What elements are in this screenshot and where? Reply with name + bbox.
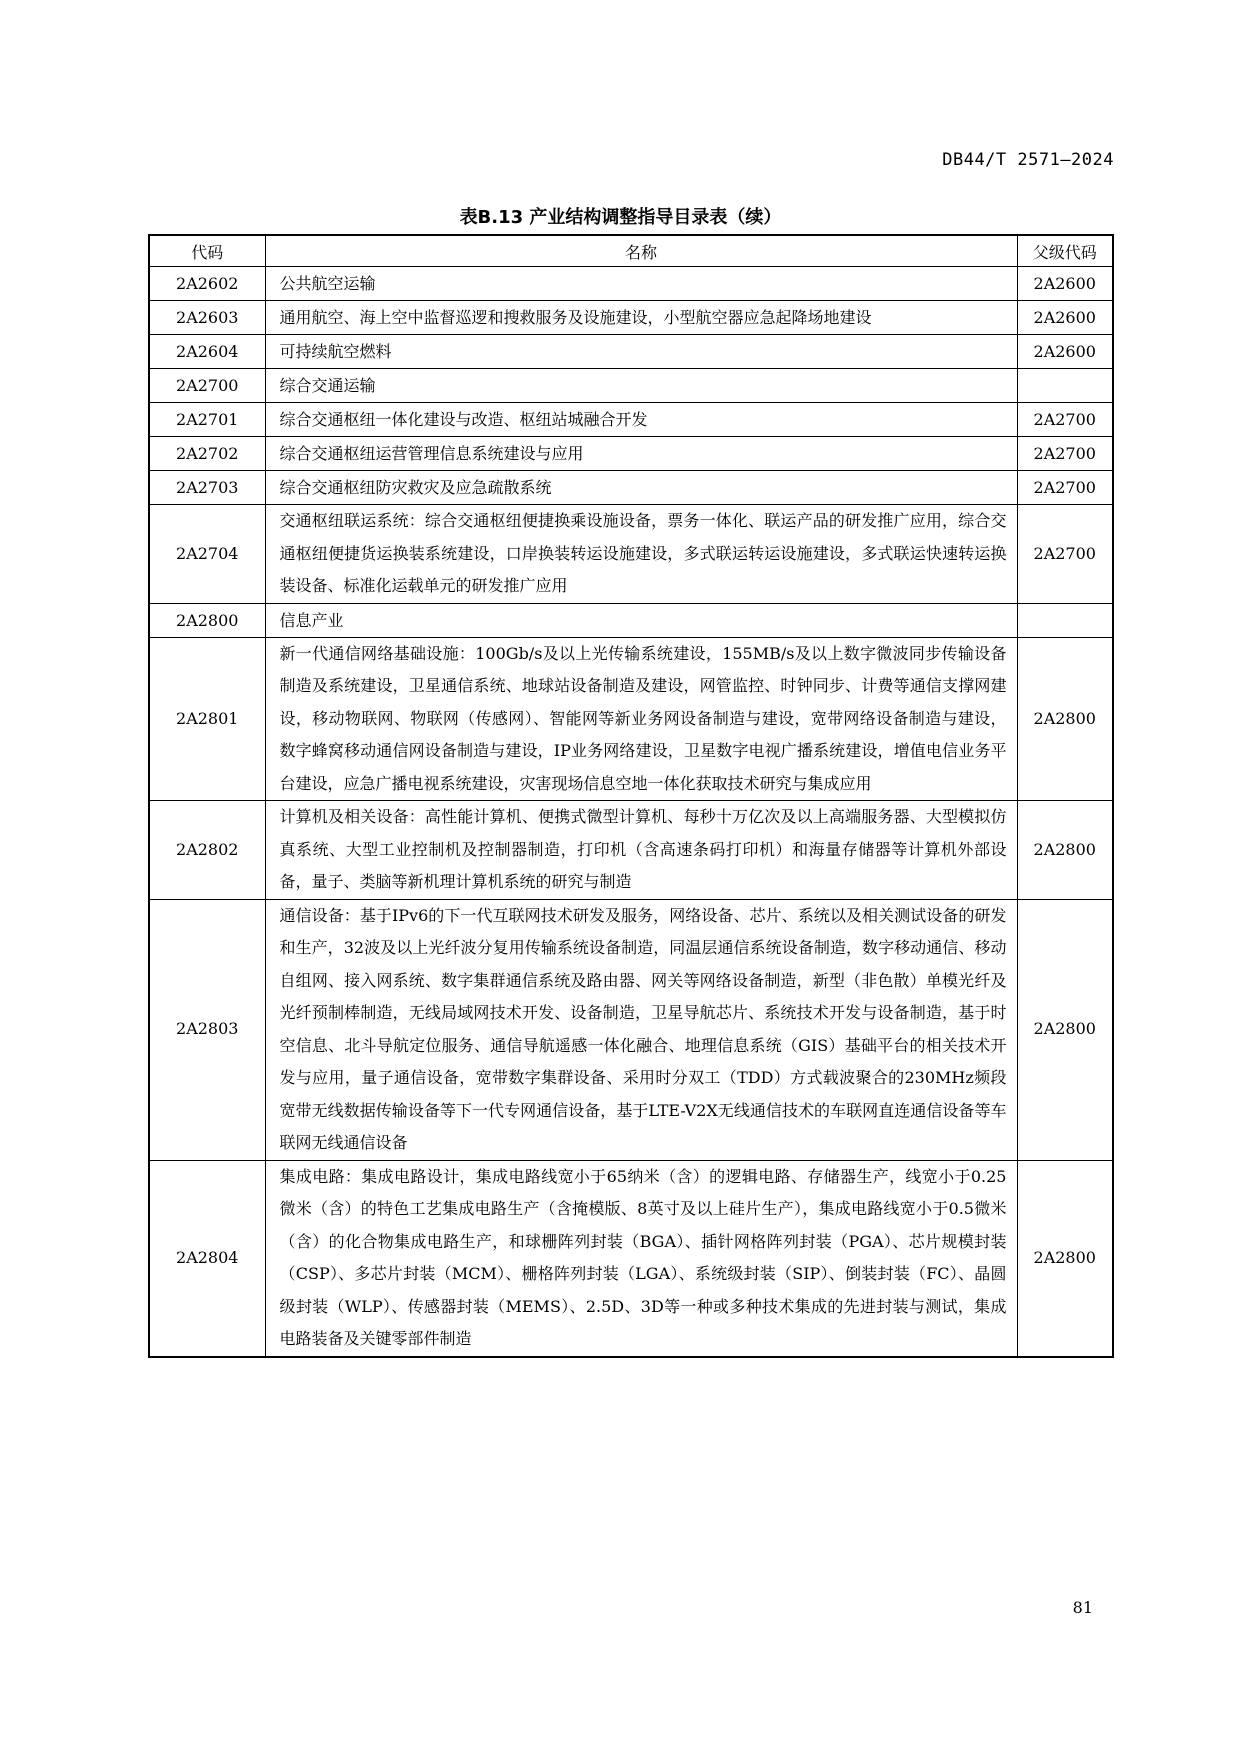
table-title: 表B.13 产业结构调整指导目录表（续）	[459, 207, 782, 228]
table-row	[149, 437, 1113, 471]
row-code: 2A2700	[149, 369, 265, 403]
table-row	[149, 505, 1113, 604]
row-code: 2A2804	[149, 1160, 265, 1357]
row-name: 公共航空运输	[265, 267, 1017, 301]
row-name: 通信设备：基于IPv6的下一代互联网技术研发及服务，网络设备、芯片、系统以及相关测试设备的研发和生产，32波及以上光纤波分复用传输系统设备制造，同温层通信系统设备制造，数字移动通信、移动自组网、接入网系统、数字集群通信系统及路由器、网关等网络设备制造，新型（非色散）单模光纤及光纤预制棒制造，无线局域网技术开发、设备制造，卫星导航芯片、系统技术开发与设备制造，基于时空信息、北斗导航定位服务、通信导航遥感一体化融合、地理信息系统（GIS）基础平台的相关技术开发与应用，量子通信设备，宽带数字集群设备、采用时分双工（TDD）方式载波聚合的230MHz频段宽带无线数据传输设备等下一代专网通信设备，基于LTE-V2X无线通信技术的车联网直连通信设备等车联网无线通信设备	[265, 899, 1017, 1160]
row-name: 集成电路：集成电路设计，集成电路线宽小于65纳米（含）的逻辑电路、存储器生产，线宽小于0.25微米（含）的特色工艺集成电路生产（含掩模版、8英寸及以上硅片生产），集成电路线宽小于0.5微米（含）的化合物集成电路生产，和球栅阵列封装（BGA）、插针网格阵列封装（PGA）、芯片规模封装（CSP）、多芯片封装（MCM）、栅格阵列封装（LGA）、系统级封装（SIP）、倒装封装（FC）、晶圆级封装（WLP）、传感器封装（MEMS）、2.5D、3D等一种或多种技术集成的先进封装与测试，集成电路装备及关键零部件制造	[265, 1160, 1017, 1357]
row-parent-code	[1017, 369, 1113, 403]
table-row	[149, 403, 1113, 437]
row-parent-code: 2A2600	[1017, 335, 1113, 369]
row-name: 综合交通枢纽运营管理信息系统建设与应用	[265, 437, 1017, 471]
row-name: 通用航空、海上空中监督巡逻和搜救服务及设施建设，小型航空器应急起降场地建设	[265, 301, 1017, 335]
row-code: 2A2800	[149, 603, 265, 637]
row-code: 2A2802	[149, 801, 265, 900]
page-number: 81	[1072, 1598, 1093, 1617]
row-code: 2A2604	[149, 335, 265, 369]
row-parent-code: 2A2700	[1017, 505, 1113, 604]
row-code: 2A2703	[149, 471, 265, 505]
row-code: 2A2702	[149, 437, 265, 471]
row-name: 综合交通运输	[265, 369, 1017, 403]
row-parent-code: 2A2800	[1017, 899, 1113, 1160]
column-header-code: 代码	[149, 235, 265, 267]
row-name: 信息产业	[265, 603, 1017, 637]
row-parent-code: 2A2800	[1017, 1160, 1113, 1357]
table-row	[149, 369, 1113, 403]
table-row	[149, 267, 1113, 301]
standard-code: DB44/T 2571—2024	[942, 150, 1114, 170]
table-row	[149, 301, 1113, 335]
column-header-parent: 父级代码	[1017, 235, 1113, 267]
row-parent-code: 2A2700	[1017, 403, 1113, 437]
row-parent-code	[1017, 603, 1113, 637]
row-parent-code: 2A2800	[1017, 637, 1113, 801]
row-code: 2A2603	[149, 301, 265, 335]
table-header-row	[149, 235, 1113, 267]
row-parent-code: 2A2600	[1017, 267, 1113, 301]
row-code: 2A2602	[149, 267, 265, 301]
table-row	[149, 637, 1113, 801]
row-code: 2A2701	[149, 403, 265, 437]
row-parent-code: 2A2700	[1017, 437, 1113, 471]
table-row	[149, 603, 1113, 637]
row-name: 可持续航空燃料	[265, 335, 1017, 369]
row-parent-code: 2A2700	[1017, 471, 1113, 505]
catalog-table	[148, 234, 1114, 1358]
row-parent-code: 2A2800	[1017, 801, 1113, 900]
table-row	[149, 1160, 1113, 1357]
table-row	[149, 899, 1113, 1160]
row-code: 2A2803	[149, 899, 265, 1160]
row-name: 计算机及相关设备：高性能计算机、便携式微型计算机、每秒十万亿次及以上高端服务器、大型模拟仿真系统、大型工业控制机及控制器制造，打印机（含高速条码打印机）和海量存储器等计算机外部设备，量子、类脑等新机理计算机系统的研究与制造	[265, 801, 1017, 900]
table-row	[149, 471, 1113, 505]
row-name: 综合交通枢纽一体化建设与改造、枢纽站城融合开发	[265, 403, 1017, 437]
table-row	[149, 801, 1113, 900]
row-code: 2A2801	[149, 637, 265, 801]
row-name: 交通枢纽联运系统：综合交通枢纽便捷换乘设施设备，票务一体化、联运产品的研发推广应用，综合交通枢纽便捷货运换装系统建设，口岸换装转运设施建设，多式联运转运设施建设，多式联运快速转运换装设备、标准化运载单元的研发推广应用	[265, 505, 1017, 604]
row-code: 2A2704	[149, 505, 265, 604]
column-header-name: 名称	[265, 235, 1017, 267]
table-row	[149, 335, 1113, 369]
row-parent-code: 2A2600	[1017, 301, 1113, 335]
row-name: 综合交通枢纽防灾救灾及应急疏散系统	[265, 471, 1017, 505]
row-name: 新一代通信网络基础设施：100Gb/s及以上光传输系统建设，155MB/s及以上数字微波同步传输设备制造及系统建设，卫星通信系统、地球站设备制造及建设，网管监控、时钟同步、计费等通信支撑网建设，移动物联网、物联网（传感网）、智能网等新业务网设备制造与建设，宽带网络设备制造与建设，数字蜂窝移动通信网设备制造与建设，IP业务网络建设，卫星数字电视广播系统建设，增值电信业务平台建设，应急广播电视系统建设，灾害现场信息空地一体化获取技术研究与集成应用	[265, 637, 1017, 801]
